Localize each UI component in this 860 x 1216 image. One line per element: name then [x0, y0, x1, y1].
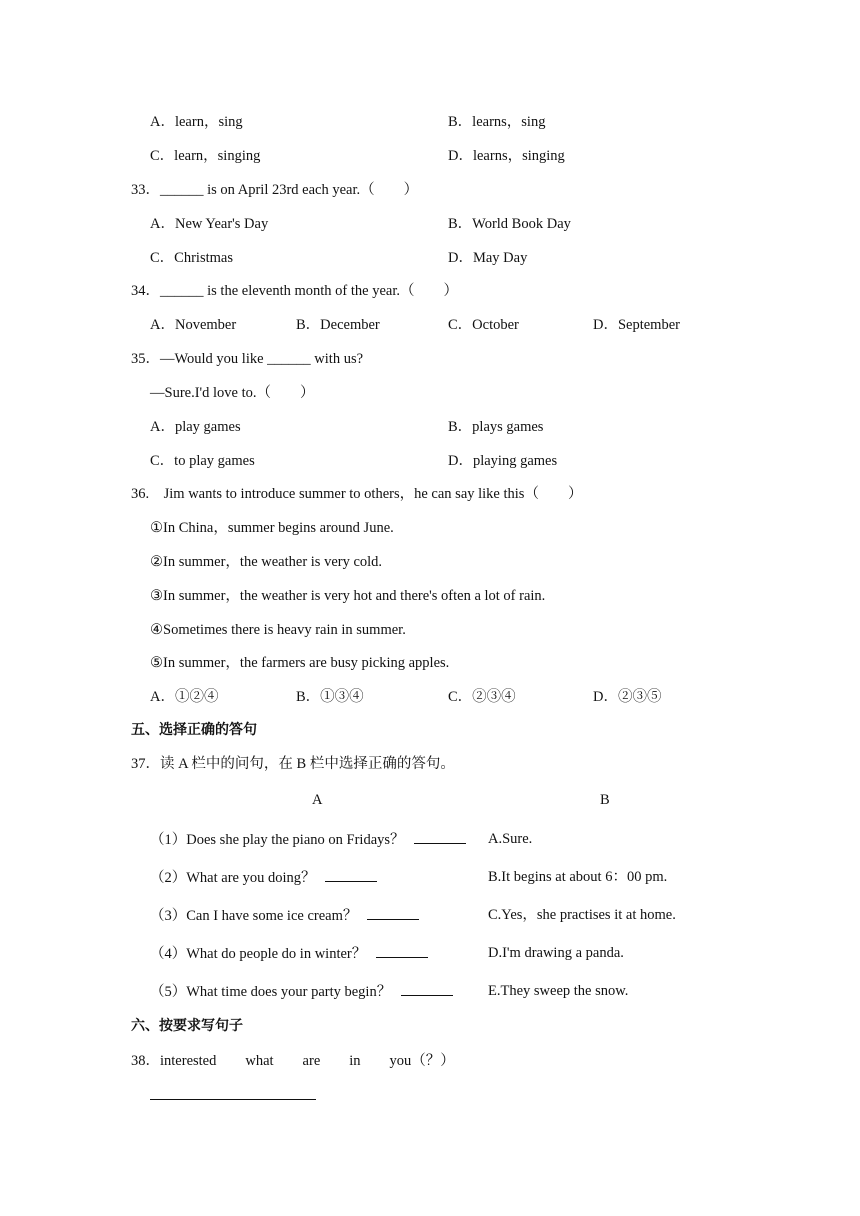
q38-stem: 38．interested what are in you（？） [131, 1053, 455, 1069]
q35-option-c: C．to play games [150, 453, 255, 469]
q37-question-1: （1）Does she play the piano on Fridays？ [150, 829, 466, 850]
q32-option-b: B．learns，sing [448, 114, 546, 130]
q36-stem: 36. Jim wants to introduce summer to others，he can say like this（ ） [131, 486, 583, 502]
q34-text: is the eleventh month of the year.（ ） [203, 283, 459, 299]
q34-option-c: C．October [448, 317, 519, 333]
q37-question-5: （5）What time does your party begin？ [150, 981, 453, 1002]
q33-text: is on April 23rd each year.（ ） [203, 182, 419, 198]
q36-statement-3: ③In summer，the weather is very hot and there's often a lot of rain. [150, 588, 546, 604]
q36-option-c: C．②③④ [448, 689, 516, 705]
q33-stem [131, 180, 418, 200]
q37-answer-blank-3[interactable] [367, 905, 419, 920]
q37-answer-blank-5[interactable] [401, 981, 453, 996]
q37-question-4: （4）What do people do in winter？ [150, 943, 428, 964]
q37-answer-e: E.They sweep the snow. [488, 983, 629, 999]
section-5-title: 五、选择正确的答句 [131, 722, 257, 738]
q36-statement-4: ④Sometimes there is heavy rain in summer. [150, 622, 406, 638]
q33-option-a: A．New Year's Day [150, 216, 269, 232]
q34-option-d: D．September [593, 317, 680, 333]
q37-column-b-header: B [600, 792, 610, 808]
q37-stem: 37．读 A 栏中的问句，在 B 栏中选择正确的答句。 [131, 756, 455, 772]
q33-option-d: D．May Day [448, 250, 528, 266]
q36-statement-2: ②In summer，the weather is very cold. [150, 554, 383, 570]
q34-number: 34． [131, 283, 160, 299]
q34-option-b: B．December [296, 317, 380, 333]
q38-answer-line[interactable] [150, 1099, 316, 1100]
q36-statement-5: ⑤In summer，the farmers are busy picking apples. [150, 655, 450, 671]
q36-statement-1: ①In China，summer begins around June. [150, 520, 394, 536]
q34-blank: ______ [160, 283, 204, 299]
q35-option-b: B．plays games [448, 419, 544, 435]
q33-option-c: C．Christmas [150, 250, 233, 266]
q35-option-a: A．play games [150, 419, 241, 435]
q37-column-a-header: A [312, 792, 323, 808]
q36-option-a: A．①②④ [150, 689, 219, 705]
q33-option-b: B．World Book Day [448, 216, 571, 232]
q32-option-a: A．learn，sing [150, 114, 243, 130]
q36-option-b: B．①③④ [296, 689, 364, 705]
q36-option-d: D．②③⑤ [593, 689, 662, 705]
q35-line1: 35．—Would you like ______ with us? [131, 351, 364, 367]
q37-answer-blank-1[interactable] [414, 829, 466, 844]
q32-option-d: D．learns，singing [448, 148, 565, 164]
q33-number: 33． [131, 182, 160, 198]
q37-answer-blank-2[interactable] [325, 867, 377, 882]
section-6-title: 六、按要求写句子 [131, 1018, 243, 1034]
q37-answer-b: B.It begins at about 6：00 pm. [488, 869, 668, 885]
q34-option-a: A．November [150, 317, 237, 333]
q34-stem [131, 281, 458, 301]
q35-option-d: D．playing games [448, 453, 558, 469]
q37-answer-d: D.I'm drawing a panda. [488, 945, 624, 961]
q32-option-c: C．learn，singing [150, 148, 261, 164]
q35-line2: —Sure.I'd love to.（ ） [150, 385, 315, 401]
q37-question-2: （2）What are you doing？ [150, 867, 377, 888]
q37-answer-c: C.Yes，she practises it at home. [488, 907, 676, 923]
q37-answer-a: A.Sure. [488, 831, 533, 847]
q37-answer-blank-4[interactable] [376, 943, 428, 958]
q33-blank: ______ [160, 182, 204, 198]
q37-question-3: （3）Can I have some ice cream？ [150, 905, 419, 926]
